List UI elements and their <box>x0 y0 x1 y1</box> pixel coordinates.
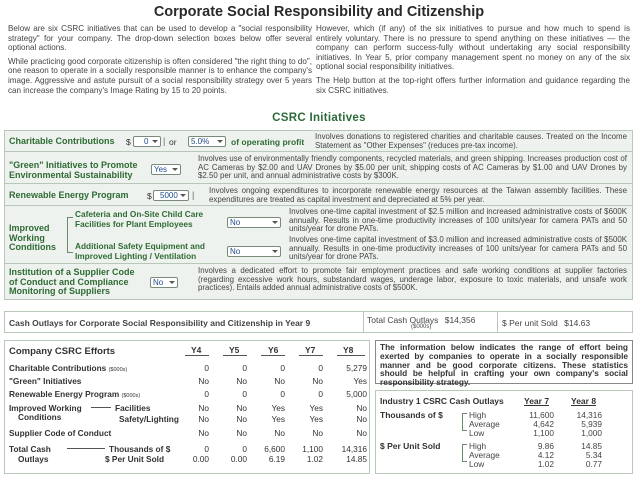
efforts-row-label: Renewable Energy Program ($000s) <box>9 389 141 399</box>
renewable-dollar: $ <box>147 191 152 201</box>
working-row <box>5 206 632 264</box>
supplier-desc: Involves a dedicated effort to promote fair employment practices and safe working conditions at supplier factories (regarding excessive work hours, substandard wages, underage labor, exposure to toxic materials, and unsafe work practices). Entails added annual administrative costs of $500K. <box>198 266 627 293</box>
efforts-cell: 0 <box>242 444 247 454</box>
charitable-percent-value: 5.0% <box>191 137 210 146</box>
efforts-cell: 14,316 <box>341 444 367 454</box>
supplier-row <box>5 264 632 300</box>
industry-cash-outlays <box>375 390 633 474</box>
efforts-cell: Yes <box>271 414 285 424</box>
charitable-or: or <box>169 137 177 147</box>
safety-label: Additional Safety Equipment and Improved Lighting / Ventilation <box>75 241 205 261</box>
industry-value-b: 0.77 <box>585 459 602 469</box>
intro-left-p2: While practicing good corporate citizenship is often considered "the right thing to do", one reason to operate in a socially responsible manner is to enhance the company's image. Aggressive and astute pursuit of a social responsibility strategy over 5 years can increase the company's Image Rating by 15 to 20 points. <box>8 56 312 95</box>
supplier-label: Institution of a Supplier Code of Conduct and Compliance Monitoring of Suppliers <box>9 267 135 296</box>
renewable-label: Renewable Energy Program <box>9 190 129 200</box>
intro-right-p2: The Help button at the top-right offers further information and guidance regarding the six CSRC initiatives. <box>316 75 630 95</box>
intro-left <box>8 24 312 99</box>
total-cash-outlays <box>367 315 475 330</box>
year-header: Y6 <box>268 345 279 355</box>
industry-stat-name: Low <box>469 428 485 438</box>
chevron-down-icon <box>272 250 278 253</box>
connector-line <box>67 448 105 449</box>
efforts-cell: 6.19 <box>268 454 285 464</box>
industry-value-a: 9.86 <box>537 441 554 451</box>
efforts-heading: Company CSRC Efforts <box>9 346 116 357</box>
industry-value-a: 11,600 <box>529 410 554 420</box>
safety-value: No <box>230 247 241 256</box>
efforts-cell: No <box>356 428 367 438</box>
industry-group-label: Thousands of $ <box>380 410 443 420</box>
intro-right <box>316 24 630 99</box>
total-cash-outlays-unit: ($000s) <box>411 324 432 330</box>
renewable-paren: | <box>192 190 195 200</box>
intro-right-p1: However, which (if any) of the six initiatives to pursue and how much to spend is entirely voluntary. There is no pressure to spend anything on these initiatives — the company can perform success-fully without undertaking any social responsibility initiatives. In Year 5, prior company management spent no money on any of the six optional social responsibility initiatives. <box>316 24 630 72</box>
efforts-row-label: Facilities <box>115 403 151 413</box>
cash-outlays-bar <box>4 311 633 333</box>
efforts-cell: 0 <box>242 363 247 373</box>
improved-working-label: Improved Working <box>9 403 82 413</box>
efforts-cell: No <box>236 428 247 438</box>
renewable-select[interactable] <box>153 190 189 201</box>
industry-heading: Industry 1 CSRC Cash Outlays <box>380 396 504 406</box>
efforts-cell: No <box>274 376 285 386</box>
charitable-row <box>5 131 632 152</box>
header-underline <box>261 355 285 356</box>
cafeteria-select[interactable] <box>227 217 281 228</box>
industry-stat-name: Low <box>469 459 485 469</box>
header-underline <box>337 355 365 356</box>
industry-stat-name: High <box>469 410 487 420</box>
info-note: The information below indicates the range of effort being exerted by companies to operate in a socially responsible manner and be good corporate citizens. These statistics should be helpful in crafting your own company's social responsibility strategy. <box>375 340 633 384</box>
efforts-row-label: Supplier Code of Conduct <box>9 428 112 438</box>
working-label: Improved Working Conditions <box>9 223 56 252</box>
page-title: Corporate Social Responsibility and Citizenship <box>153 4 485 20</box>
section-heading: CSRC Initiatives <box>272 112 366 124</box>
industry-year-a: Year 7 <box>524 396 550 406</box>
efforts-cell: 0 <box>242 389 247 399</box>
year-header: Y7 <box>305 345 316 355</box>
header-underline <box>299 355 323 356</box>
chevron-down-icon <box>180 194 186 197</box>
efforts-row-label: $ Per Unit Sold <box>105 454 165 464</box>
efforts-row-label: Thousands of $ <box>109 444 171 454</box>
industry-brace <box>462 444 467 462</box>
efforts-cell: 0.00 <box>192 454 209 464</box>
chevron-down-icon <box>169 281 175 284</box>
charitable-label: Charitable Contributions <box>9 136 115 146</box>
supplier-select[interactable] <box>150 277 178 288</box>
industry-stat-name: High <box>469 441 487 451</box>
header-underline <box>223 355 247 356</box>
efforts-row-label: Safety/Lighting <box>119 414 179 424</box>
per-unit-sold-label: $ Per unit Sold <box>502 318 558 328</box>
industry-group-label: $ Per Unit Sold <box>380 441 441 451</box>
cash-outlays-label: Cash Outlays for Corporate Social Responsibility and Citizenship in Year 9 <box>9 318 311 328</box>
efforts-cell: 5,279 <box>346 363 367 373</box>
efforts-cell: No <box>356 414 367 424</box>
efforts-cell: No <box>356 403 367 413</box>
green-select[interactable] <box>151 164 181 175</box>
efforts-cell: No <box>198 376 209 386</box>
industry-value-a: 4,642 <box>533 419 554 429</box>
renewable-value: 5000 <box>160 191 178 200</box>
efforts-cell: Yes <box>353 376 367 386</box>
industry-brace <box>462 413 467 431</box>
chevron-down-icon <box>272 221 278 224</box>
efforts-cell: No <box>198 414 209 424</box>
efforts-cell: No <box>312 376 323 386</box>
efforts-cell: 0 <box>318 363 323 373</box>
charitable-amount-value: 0 <box>144 137 149 146</box>
efforts-cell: 0 <box>280 363 285 373</box>
charitable-percent-select[interactable] <box>188 136 226 147</box>
year-header: Y4 <box>191 345 202 355</box>
green-label: "Green" Initiatives to Promote Environmental Sustainability <box>9 160 138 180</box>
charitable-amount-select[interactable] <box>133 136 161 147</box>
efforts-cell: 1.02 <box>306 454 323 464</box>
renewable-row <box>5 184 632 206</box>
per-unit-sold-value: $14.63 <box>564 318 591 328</box>
efforts-cell: Yes <box>309 403 323 413</box>
safety-desc: Involves one-time capital investment of $3.0 million and increased administrative costs of $500K annually. Results in one-time productivity increases of 100 units/year for camera PATs and 50 units/year for drone PATs. <box>289 235 627 262</box>
industry-value-b: 14.85 <box>581 441 602 451</box>
chevron-down-icon <box>152 140 158 143</box>
green-desc: Involves use of environmentally friendly components, recycled materials, and green shipping. Increases production cost of AC Cameras by $2.00 and UAV Drones by $5.00 per unit, shipping costs of AC Cameras by $1.00 and UAV Drones by $2.50 per unit, and annual administrative costs by $300K. <box>198 154 627 181</box>
industry-value-b: 14,316 <box>576 410 602 420</box>
industry-value-b: 5,939 <box>581 419 602 429</box>
efforts-row-label: "Green" Initiatives <box>9 376 82 386</box>
cafeteria-desc: Involves one-time capital investment of $2.5 million and increased administrative costs of $600K annually. Results in one-time productivity increases of 100 units/year for camera PATs and 50 units/year for drone PATs. <box>289 207 627 234</box>
efforts-cell: No <box>236 403 247 413</box>
efforts-cell: 0 <box>280 389 285 399</box>
industry-stat-name: Average <box>469 450 500 460</box>
conditions-label: Conditions <box>18 412 62 422</box>
total-cash-outlays-label: Total Cash Outlays <box>367 315 439 325</box>
safety-select[interactable] <box>227 246 281 257</box>
total-cash-outlays-value: $14,356 <box>444 315 476 325</box>
efforts-cell: Yes <box>271 403 285 413</box>
efforts-row-label: Charitable Contributions ($000s) <box>9 363 128 373</box>
industry-value-b: 1,000 <box>581 428 602 438</box>
efforts-cell: No <box>274 428 285 438</box>
intro-left-p1: Below are six CSRC initiatives that can be used to develop a "social responsibility strategy" for your company. The drop-down selection boxes below offer several optional actions. <box>8 24 312 53</box>
green-row <box>5 152 632 184</box>
chevron-down-icon <box>172 168 178 171</box>
efforts-cell: 0 <box>204 389 209 399</box>
efforts-cell: 6,600 <box>264 444 285 454</box>
initiatives-panel <box>4 130 633 300</box>
efforts-cell: 0 <box>318 389 323 399</box>
per-unit-sold <box>502 318 590 328</box>
year-header: Y8 <box>343 345 354 355</box>
efforts-cell: Yes <box>309 414 323 424</box>
company-csrc-efforts <box>4 340 370 474</box>
cafeteria-label: Cafeteria and On-Site Child Care Facilities for Plant Employees <box>75 209 204 229</box>
efforts-cell: No <box>312 428 323 438</box>
renewable-desc: Involves ongoing expenditures to incorporate renewable energy resources at the Taiwan assembly facilities. These expenditures are treated as capital investment and depreciated at 5% per year. <box>209 186 627 204</box>
charitable-suffix: of operating profit <box>231 137 305 147</box>
total-cash-label: Total Cash <box>9 444 51 454</box>
industry-year-b: Year 8 <box>571 396 597 406</box>
divider <box>363 312 364 332</box>
header-underline <box>185 355 209 356</box>
efforts-cell: No <box>198 403 209 413</box>
efforts-cell: No <box>236 376 247 386</box>
green-value: Yes <box>154 165 168 174</box>
chevron-down-icon <box>217 140 223 143</box>
efforts-cell: 5,000 <box>346 389 367 399</box>
efforts-cell: 0 <box>204 363 209 373</box>
efforts-cell: 0.00 <box>230 454 247 464</box>
efforts-cell: No <box>198 428 209 438</box>
divider <box>497 312 498 332</box>
working-brace <box>67 217 73 253</box>
supplier-value: No <box>153 278 164 287</box>
outlays-label: Outlays <box>18 454 49 464</box>
industry-value-b: 5.34 <box>585 450 602 460</box>
efforts-cell: No <box>236 414 247 424</box>
cafeteria-value: No <box>230 218 241 227</box>
charitable-desc: Involves donations to registered charities and charitable causes. Treated on the Income Statement as "Other Expenses" (reduces pre-tax income). <box>315 132 627 150</box>
charitable-dollar: $ <box>126 137 131 147</box>
efforts-cell: 1,100 <box>302 444 323 454</box>
charitable-paren-open: | <box>163 136 166 146</box>
industry-value-a: 4.12 <box>537 450 554 460</box>
connector-line <box>91 407 111 408</box>
efforts-cell: 0 <box>204 444 209 454</box>
year-header: Y5 <box>229 345 240 355</box>
industry-stat-name: Average <box>469 419 500 429</box>
industry-value-a: 1,100 <box>533 428 554 438</box>
efforts-cell: 14.85 <box>346 454 367 464</box>
industry-value-a: 1.02 <box>537 459 554 469</box>
